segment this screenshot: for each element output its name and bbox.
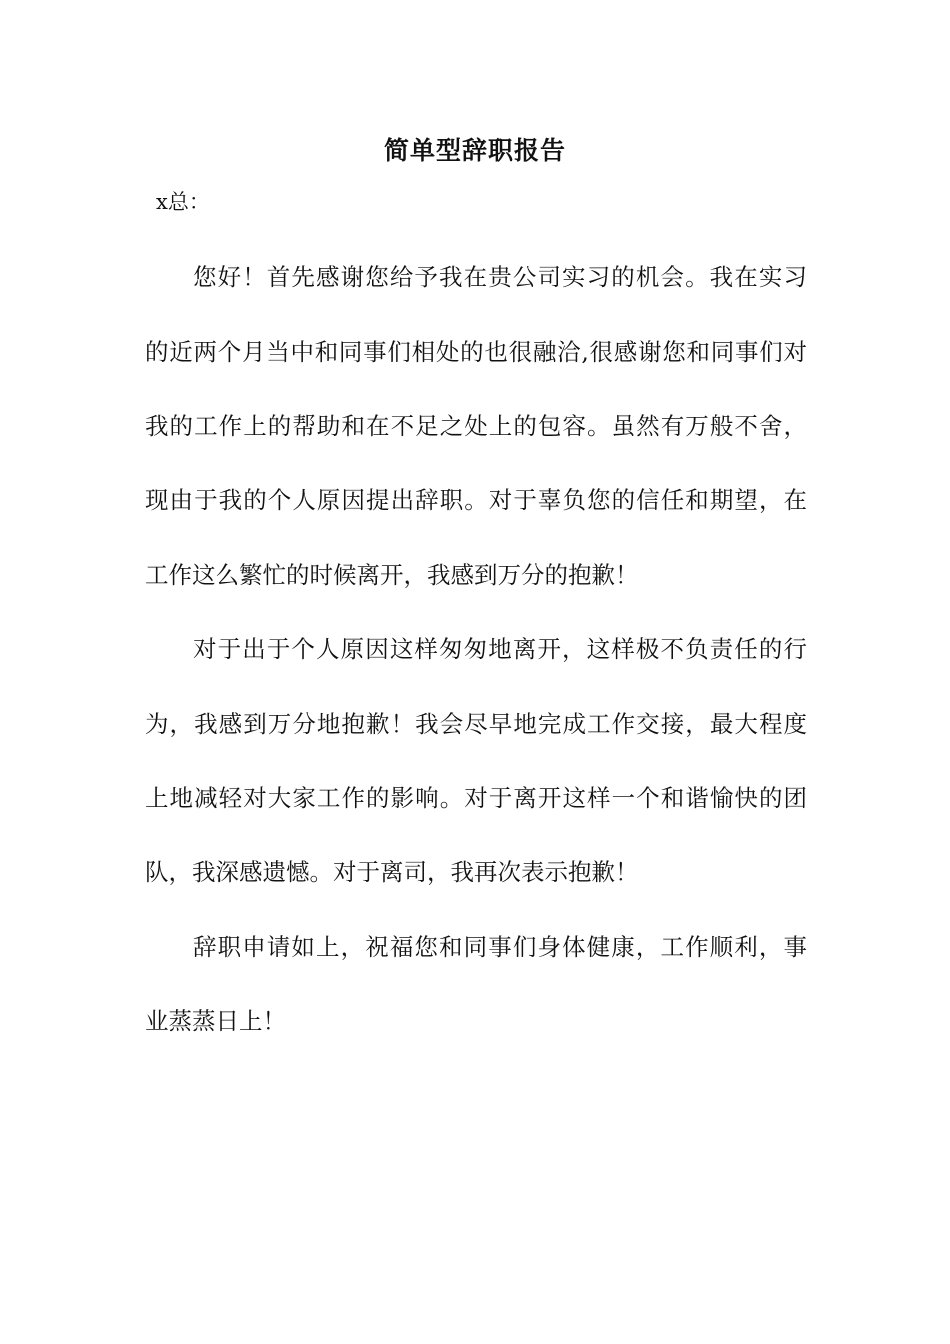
paragraph-2-line-3: 上地减轻对大家工作的影响。对于离开这样一个和谐愉快的团 <box>145 784 807 812</box>
paragraph-1-line-3: 我的工作上的帮助和在不足之处上的包容。虽然有万般不舍， <box>145 412 807 440</box>
paragraph-1-line-4: 现由于我的个人原因提出辞职。对于辜负您的信任和期望，在 <box>145 486 807 514</box>
paragraph-1-line-2: 的近两个月当中和同事们相处的也很融洽,很感谢您和同事们对 <box>145 338 807 366</box>
document-title: 简单型辞职报告 <box>383 136 566 165</box>
paragraph-2-line-4: 队，我深感遗憾。对于离司，我再次表示抱歉！ <box>145 858 639 886</box>
paragraph-1-line-5: 工作这么繁忙的时候离开，我感到万分的抱歉！ <box>145 561 639 589</box>
paragraph-2-line-1: 对于出于个人原因这样匆匆地离开，这样极不负责任的行 <box>193 635 807 663</box>
paragraph-3-line-2: 业蒸蒸日上！ <box>145 1007 286 1035</box>
paragraph-3-line-1: 辞职申请如上，祝福您和同事们身体健康，工作顺利，事 <box>193 933 807 961</box>
paragraph-2-line-2: 为，我感到万分地抱歉！我会尽早地完成工作交接，最大程度 <box>145 710 807 738</box>
salutation: x总： <box>156 190 210 214</box>
paragraph-1-line-1: 您好！首先感谢您给予我在贵公司实习的机会。我在实习 <box>193 263 807 291</box>
